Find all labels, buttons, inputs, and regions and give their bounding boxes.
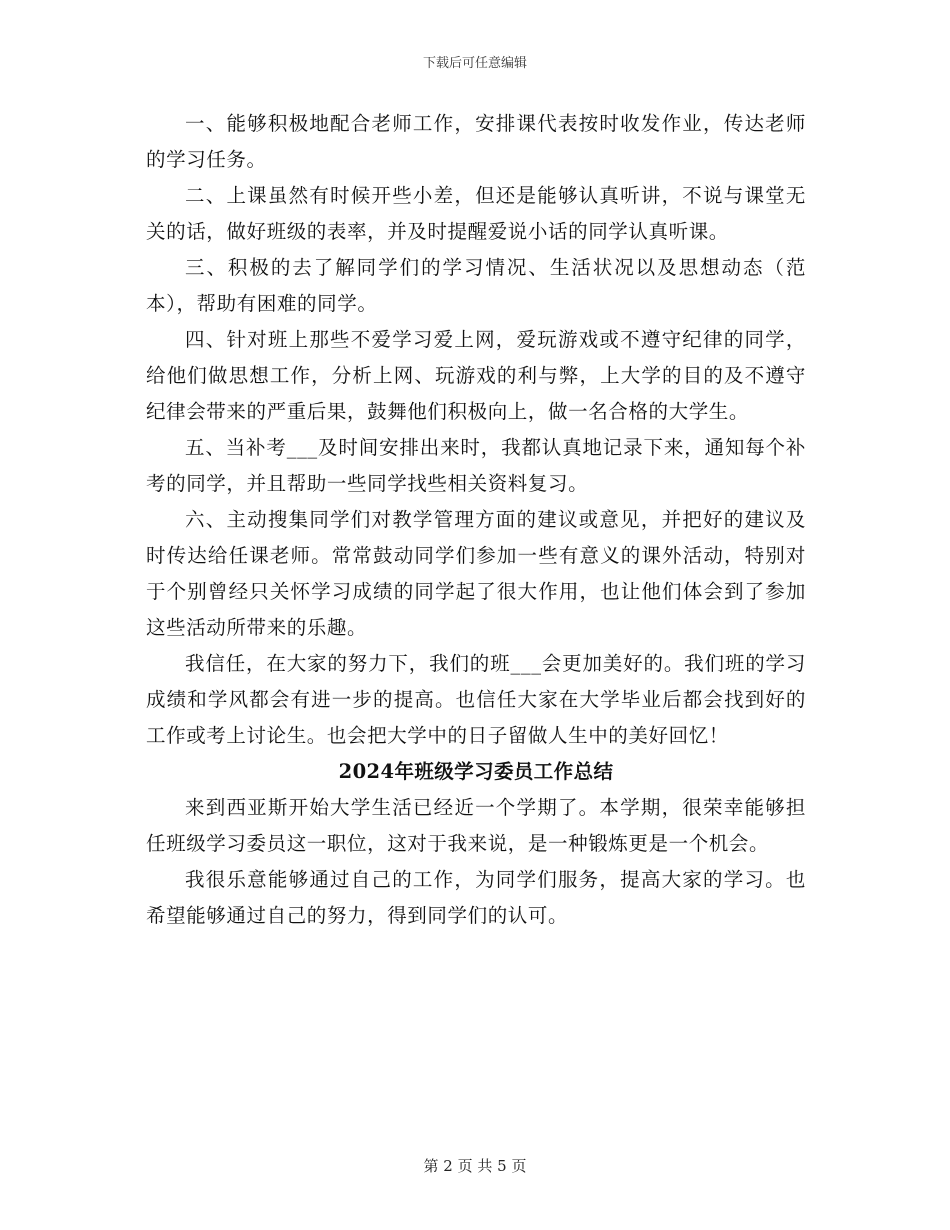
section-title: 2024年班级学习委员工作总结 <box>338 760 614 783</box>
paragraph: 我很乐意能够通过自己的工作，为同学们服务，提高大家的学习。也希望能够通过自己的努力，得到同学们的认可。 <box>146 868 806 927</box>
page-number: 第 2 页 共 5 页 <box>423 1157 527 1175</box>
paragraph: 我信任，在大家的努力下，我们的班___会更加美好的。我们班的学习成绩和学风都会有进一步的提高。也信任大家在大学毕业后都会找到好的工作或考上讨论生。也会把大学中的日子留做人生中的美好回忆！ <box>146 652 806 747</box>
paragraph: 五、当补考___及时间安排出来时，我都认真地记录下来，通知每个补考的同学，并且帮助一些同学找些相关资料复习。 <box>146 436 806 495</box>
paragraph: 六、主动搜集同学们对教学管理方面的建议或意见，并把好的建议及时传达给任课老师。常常鼓动同学们参加一些有意义的课外活动，特别对于个别曾经只关怀学习成绩的同学起了很大作用，也让他们体会到了参加这些活动所带来的乐趣。 <box>146 508 806 639</box>
paragraph: 一、能够积极地配合老师工作，安排课代表按时收发作业，传达老师的学习任务。 <box>146 112 806 171</box>
paragraph: 四、针对班上那些不爱学习爱上网，爱玩游戏或不遵守纪律的同学，给他们做思想工作，分析上网、玩游戏的利与弊，上大学的目的及不遵守纪律会带来的严重后果，鼓舞他们积极向上，做一名合格的大学生。 <box>146 328 806 423</box>
paragraph: 二、上课虽然有时候开些小差，但还是能够认真听讲，不说与课堂无关的话，做好班级的表率，并及时提醒爱说小话的同学认真听课。 <box>146 184 806 243</box>
paragraph: 来到西亚斯开始大学生活已经近一个学期了。本学期，很荣幸能够担任班级学习委员这一职位，这对于我来说，是一种锻炼更是一个机会。 <box>146 796 806 855</box>
document-body <box>146 106 806 934</box>
page-header-note: 下载后可任意编辑 <box>422 56 527 71</box>
paragraph: 三、积极的去了解同学们的学习情况、生活状况以及思想动态（范本），帮助有困难的同学。 <box>146 256 806 315</box>
